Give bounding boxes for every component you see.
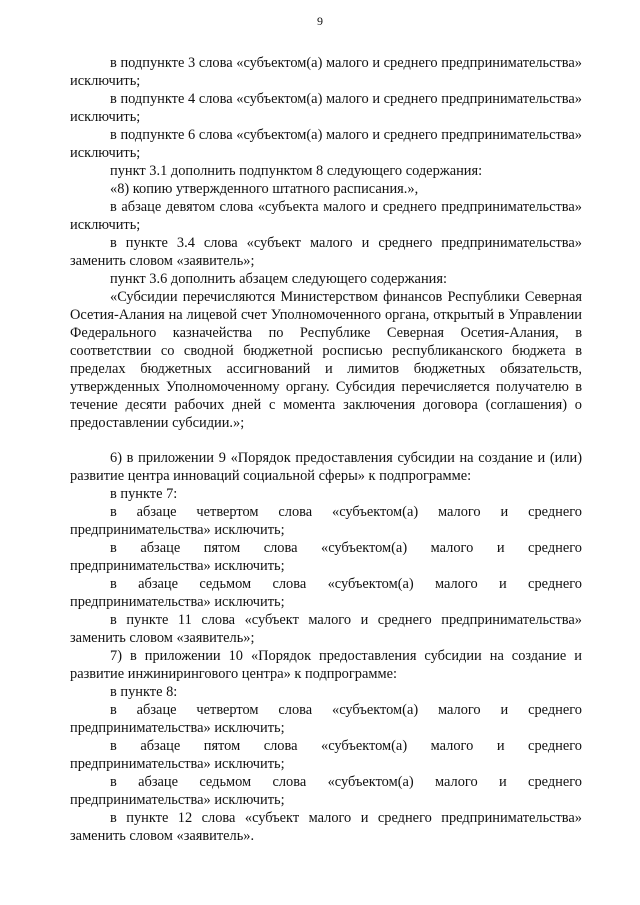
paragraph-5: «8) копию утвержденного штатного расписания.», xyxy=(110,181,419,197)
paragraph-11: в пункте 7: xyxy=(110,486,178,502)
paragraph-6: в абзаце девятом слова «субъекта малого и среднего предпринимательства» исключить; xyxy=(70,199,582,233)
paragraph-7: в пункте 3.4 слова «субъект малого и среднего предпринимательства» заменить словом «заявитель»; xyxy=(70,235,582,269)
paragraph-16: 7) в приложении 10 «Порядок предоставления субсидии на создание и развитие инжинирингового центра» к подпрограмме: xyxy=(70,648,582,682)
paragraph-4: пункт 3.1 дополнить подпунктом 8 следующего содержания: xyxy=(110,163,483,179)
paragraph-1: в подпункте 3 слова «субъектом(а) малого и среднего предпринимательства» исключить; xyxy=(70,55,582,89)
paragraph-15: в пункте 11 слова «субъект малого и среднего предпринимательства» заменить словом «заявитель»; xyxy=(70,612,582,646)
paragraph-10: 6) в приложении 9 «Порядок предоставления субсидии на создание и (или) развитие центра инноваций социальной сферы» к подпрограмме: xyxy=(70,450,582,484)
document-body xyxy=(70,54,582,845)
paragraph-20: в абзаце седьмом слова «субъектом(а) малого и среднего предпринимательства» исключить; xyxy=(70,774,582,808)
paragraph-14: в абзаце седьмом слова «субъектом(а) малого и среднего предпринимательства» исключить; xyxy=(70,576,582,610)
paragraph-18: в абзаце четвертом слова «субъектом(а) малого и среднего предпринимательства» исключить; xyxy=(70,702,582,736)
paragraph-17: в пункте 8: xyxy=(110,684,178,700)
paragraph-9-quote: «Субсидии перечисляются Министерством финансов Республики Северная Осетия-Алания на лицевой счет Уполномоченного органа, открытый в Управлении Федерального казначейства по Республике Северная Осетия-Алания, в соответствии со сводной бюджетной росписью республиканского бюджета в пределах бюджетных ассигнований и лимитов бюджетных обязательств, утвержденных Уполномоченному органу. Субсидия перечисляется получателю в течение десяти рабочих дней с момента заключения договора (соглашения) о предоставлении субсидии.»; xyxy=(70,289,582,431)
paragraph-3: в подпункте 6 слова «субъектом(а) малого и среднего предпринимательства» исключить; xyxy=(70,127,582,161)
paragraph-12: в абзаце четвертом слова «субъектом(а) малого и среднего предпринимательства» исключить; xyxy=(70,504,582,538)
paragraph-8: пункт 3.6 дополнить абзацем следующего содержания: xyxy=(110,271,447,287)
page-number: 9 xyxy=(317,14,323,28)
paragraph-19: в абзаце пятом слова «субъектом(а) малого и среднего предпринимательства» исключить; xyxy=(70,738,582,772)
paragraph-21: в пункте 12 слова «субъект малого и среднего предпринимательства» заменить словом «заявитель». xyxy=(70,810,582,844)
paragraph-2: в подпункте 4 слова «субъектом(а) малого и среднего предпринимательства» исключить; xyxy=(70,91,582,125)
paragraph-gap xyxy=(70,432,582,449)
paragraph-13: в абзаце пятом слова «субъектом(а) малого и среднего предпринимательства» исключить; xyxy=(70,540,582,574)
